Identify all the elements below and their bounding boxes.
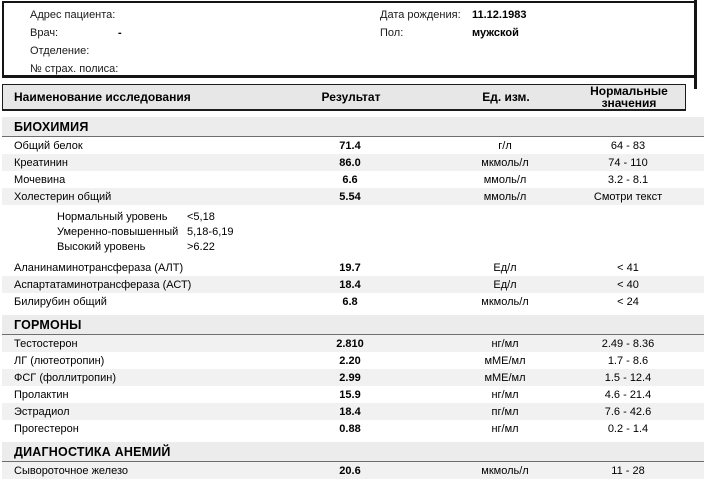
- table-row: [2, 420, 704, 437]
- cell-result: 19.7: [339, 261, 361, 274]
- cell-result: 18.4: [339, 405, 361, 418]
- cell-normal-range: < 41: [617, 261, 639, 274]
- doctor-label: Врач:: [30, 27, 59, 39]
- table-row: [2, 188, 704, 205]
- cell-normal-range: Смотри текст: [593, 190, 663, 203]
- cell-unit: нг/мл: [491, 422, 519, 435]
- cell-result: 2.810: [336, 337, 364, 350]
- cell-result: 5.54: [339, 190, 361, 203]
- cell-test-name: Сывороточное железо: [14, 464, 129, 477]
- section-header: [2, 117, 704, 137]
- birth-date-value: 11.12.1983: [472, 9, 527, 21]
- cell-test-name: Креатинин: [14, 156, 68, 169]
- cell-normal-range: 1.7 - 8.6: [607, 354, 649, 367]
- cell-result: 71.4: [339, 139, 361, 152]
- note-row: [2, 209, 704, 224]
- birth-date-label: Дата рождения:: [380, 9, 461, 21]
- cell-result: 86.0: [339, 156, 361, 169]
- cell-test-name: Тестостерон: [14, 337, 78, 350]
- cell-test-name: Эстрадиол: [14, 405, 70, 418]
- cell-test-name: Мочевина: [14, 173, 66, 186]
- sex-value: мужской: [472, 27, 519, 39]
- table-row: [2, 293, 704, 310]
- cell-unit: ммоль/л: [483, 190, 527, 203]
- table-row: [2, 259, 704, 276]
- results-body: [2, 117, 704, 479]
- section-header: [2, 315, 704, 335]
- cell-normal-range: < 40: [617, 278, 639, 291]
- cell-test-name: ФСГ (фоллитропин): [14, 371, 117, 384]
- birth-date-field: [380, 9, 527, 23]
- cell-unit: Ед/л: [493, 278, 517, 291]
- department-label: Отделение:: [30, 45, 90, 57]
- table-row: [2, 386, 704, 403]
- section-title: ГОРМОНЫ: [14, 317, 82, 332]
- note-label: Высокий уровень: [57, 240, 146, 253]
- table-row: [2, 171, 704, 188]
- note-value: 5,18-6,19: [187, 225, 234, 238]
- note-label: Нормальный уровень: [57, 210, 168, 223]
- cell-test-name: Аспартатаминотрансфераза (АСТ): [14, 278, 192, 291]
- cell-unit: мМЕ/мл: [484, 354, 526, 367]
- note-row: [2, 224, 704, 239]
- note-row: [2, 239, 704, 254]
- cell-unit: нг/мл: [491, 388, 519, 401]
- section-title: БИОХИМИЯ: [14, 119, 89, 134]
- cell-normal-range: 3.2 - 8.1: [607, 173, 649, 186]
- cell-normal-range: 4.6 - 21.4: [604, 388, 652, 401]
- table-row: [2, 403, 704, 420]
- cell-unit: мМЕ/мл: [484, 371, 526, 384]
- doctor-value: -: [118, 27, 122, 39]
- cell-result: 6.6: [342, 173, 358, 186]
- table-row: [2, 154, 704, 171]
- cell-unit: мкмоль/л: [481, 156, 529, 169]
- cell-result: 20.6: [339, 464, 361, 477]
- table-row: [2, 137, 704, 154]
- cell-test-name: Билирубин общий: [14, 295, 107, 308]
- cell-normal-range: 64 - 83: [610, 139, 646, 152]
- cell-result: 2.99: [339, 371, 361, 384]
- department-field: [30, 45, 89, 59]
- cell-unit: Ед/л: [493, 261, 517, 274]
- sex-label: Пол:: [380, 27, 404, 39]
- patient-info-box: [2, 1, 697, 78]
- patient-address-field: [30, 9, 115, 23]
- cell-unit: г/л: [498, 139, 512, 152]
- cell-normal-range: 1.5 - 12.4: [604, 371, 652, 384]
- cell-result: 18.4: [339, 278, 361, 291]
- cell-test-name: Общий белок: [14, 139, 83, 152]
- cell-normal-range: 11 - 28: [611, 464, 645, 477]
- note-label: Умеренно-повышенный: [57, 225, 179, 238]
- cell-unit: пг/мл: [491, 405, 519, 418]
- cell-normal-range: 2.49 - 8.36: [601, 337, 655, 350]
- cell-test-name: Прогестерон: [14, 422, 79, 435]
- doctor-field: [30, 27, 122, 41]
- cell-test-name: ЛГ (лютеотропин): [14, 354, 105, 367]
- cell-normal-range: 7.6 - 42.6: [604, 405, 652, 418]
- section-title: ДИАГНОСТИКА АНЕМИЙ: [14, 444, 171, 459]
- table-row: [2, 369, 704, 386]
- insurance-policy-field: [30, 63, 118, 77]
- cell-test-name: Пролактин: [14, 388, 69, 401]
- table-row: [2, 462, 704, 479]
- page-right-border: [694, 0, 697, 89]
- column-header-result: Результат: [321, 90, 381, 104]
- cell-normal-range: 0.2 - 1.4: [607, 422, 649, 435]
- sex-field: [380, 27, 519, 41]
- cell-test-name: Холестерин общий: [14, 190, 112, 203]
- insurance-policy-label: № страх. полиса:: [30, 63, 119, 75]
- section-header: [2, 442, 704, 462]
- cell-result: 0.88: [339, 422, 361, 435]
- cell-test-name: Аланинаминотрансфераза (АЛТ): [14, 261, 184, 274]
- cell-normal-range: < 24: [617, 295, 639, 308]
- note-value: <5,18: [187, 210, 215, 223]
- column-header-test-name: Наименование исследования: [14, 90, 191, 104]
- column-header-unit: Ед. изм.: [482, 90, 530, 104]
- table-row: [2, 276, 704, 293]
- results-table-header: [2, 84, 686, 111]
- table-row: [2, 335, 704, 352]
- cell-normal-range: 74 - 110: [608, 156, 648, 169]
- cell-result: 6.8: [342, 295, 358, 308]
- cell-unit: ммоль/л: [483, 173, 527, 186]
- column-header-normal-range: Нормальные значения: [590, 84, 668, 110]
- note-value: >6.22: [187, 240, 215, 253]
- patient-address-label: Адрес пациента:: [30, 9, 116, 21]
- cell-unit: нг/мл: [491, 337, 519, 350]
- cell-unit: мкмоль/л: [481, 295, 529, 308]
- cell-result: 2.20: [339, 354, 361, 367]
- cell-result: 15.9: [339, 388, 361, 401]
- cell-unit: мкмоль/л: [481, 464, 529, 477]
- table-row: [2, 352, 704, 369]
